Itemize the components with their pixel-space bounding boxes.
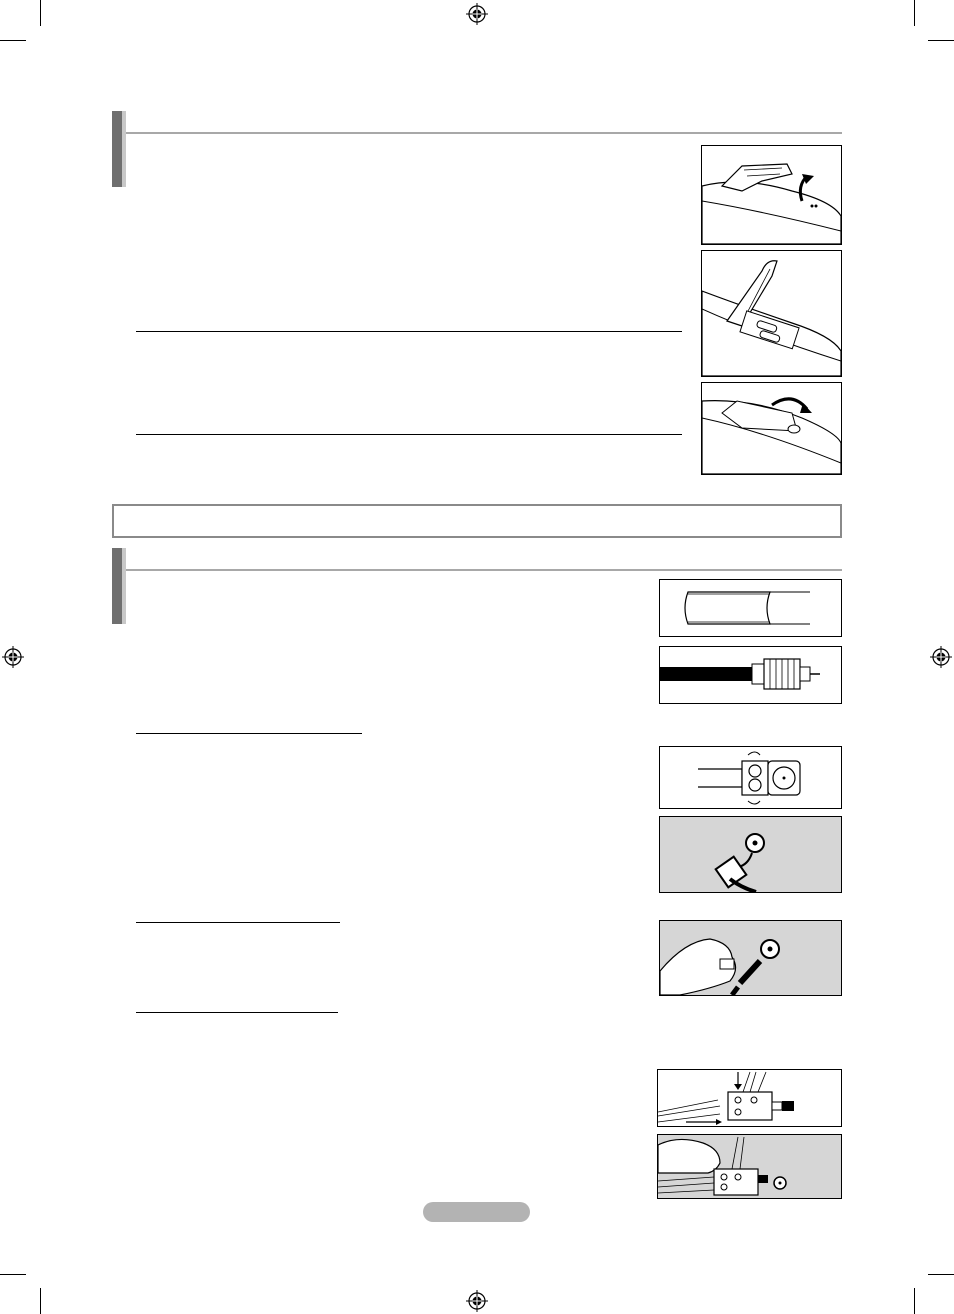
- remote-battery-insert-figure: [701, 250, 842, 377]
- antenna-adapter-screws-figure: [659, 746, 842, 809]
- registration-mark-bottom-icon: [466, 1290, 488, 1312]
- crop-mark-top-right-h: [928, 40, 954, 41]
- section-1-heading-rule: [126, 132, 842, 134]
- section-2-heading-rule: [126, 569, 842, 571]
- crop-mark-bottom-right-v: [914, 1288, 915, 1314]
- crop-mark-top-left-v: [40, 0, 41, 26]
- crop-mark-bottom-left-h: [0, 1274, 26, 1275]
- section-1-note-rule-bottom: [136, 434, 682, 435]
- coaxial-cable-figure: [659, 646, 842, 704]
- registration-mark-top-icon: [466, 3, 488, 25]
- combiner-to-antenna-jack-figure: [657, 1134, 842, 1199]
- coax-to-antenna-jack-figure: [659, 920, 842, 996]
- twin-lead-cable-figure: [659, 579, 842, 637]
- section-1-note-rule-top: [136, 331, 682, 332]
- registration-mark-left-icon: [2, 646, 24, 668]
- combiner-connection-figure: [657, 1069, 842, 1127]
- section-1-heading-bar: [112, 111, 126, 187]
- section-2-subheading-rule-2: [136, 922, 340, 923]
- remote-cover-close-figure: [701, 382, 842, 475]
- section-2-heading-bar: [112, 548, 126, 624]
- crop-mark-bottom-left-v: [40, 1288, 41, 1314]
- adapter-to-antenna-jack-figure: [659, 816, 842, 893]
- crop-mark-bottom-right-h: [928, 1274, 954, 1275]
- page-number-pill: [423, 1202, 530, 1222]
- crop-mark-top-left-h: [0, 40, 26, 41]
- registration-mark-right-icon: [930, 646, 952, 668]
- section-banner-box: [112, 504, 842, 538]
- section-2-subheading-rule-3: [136, 1012, 338, 1013]
- crop-mark-top-right-v: [914, 0, 915, 26]
- remote-cover-open-figure: [701, 145, 842, 245]
- section-2-subheading-rule-1: [136, 733, 362, 734]
